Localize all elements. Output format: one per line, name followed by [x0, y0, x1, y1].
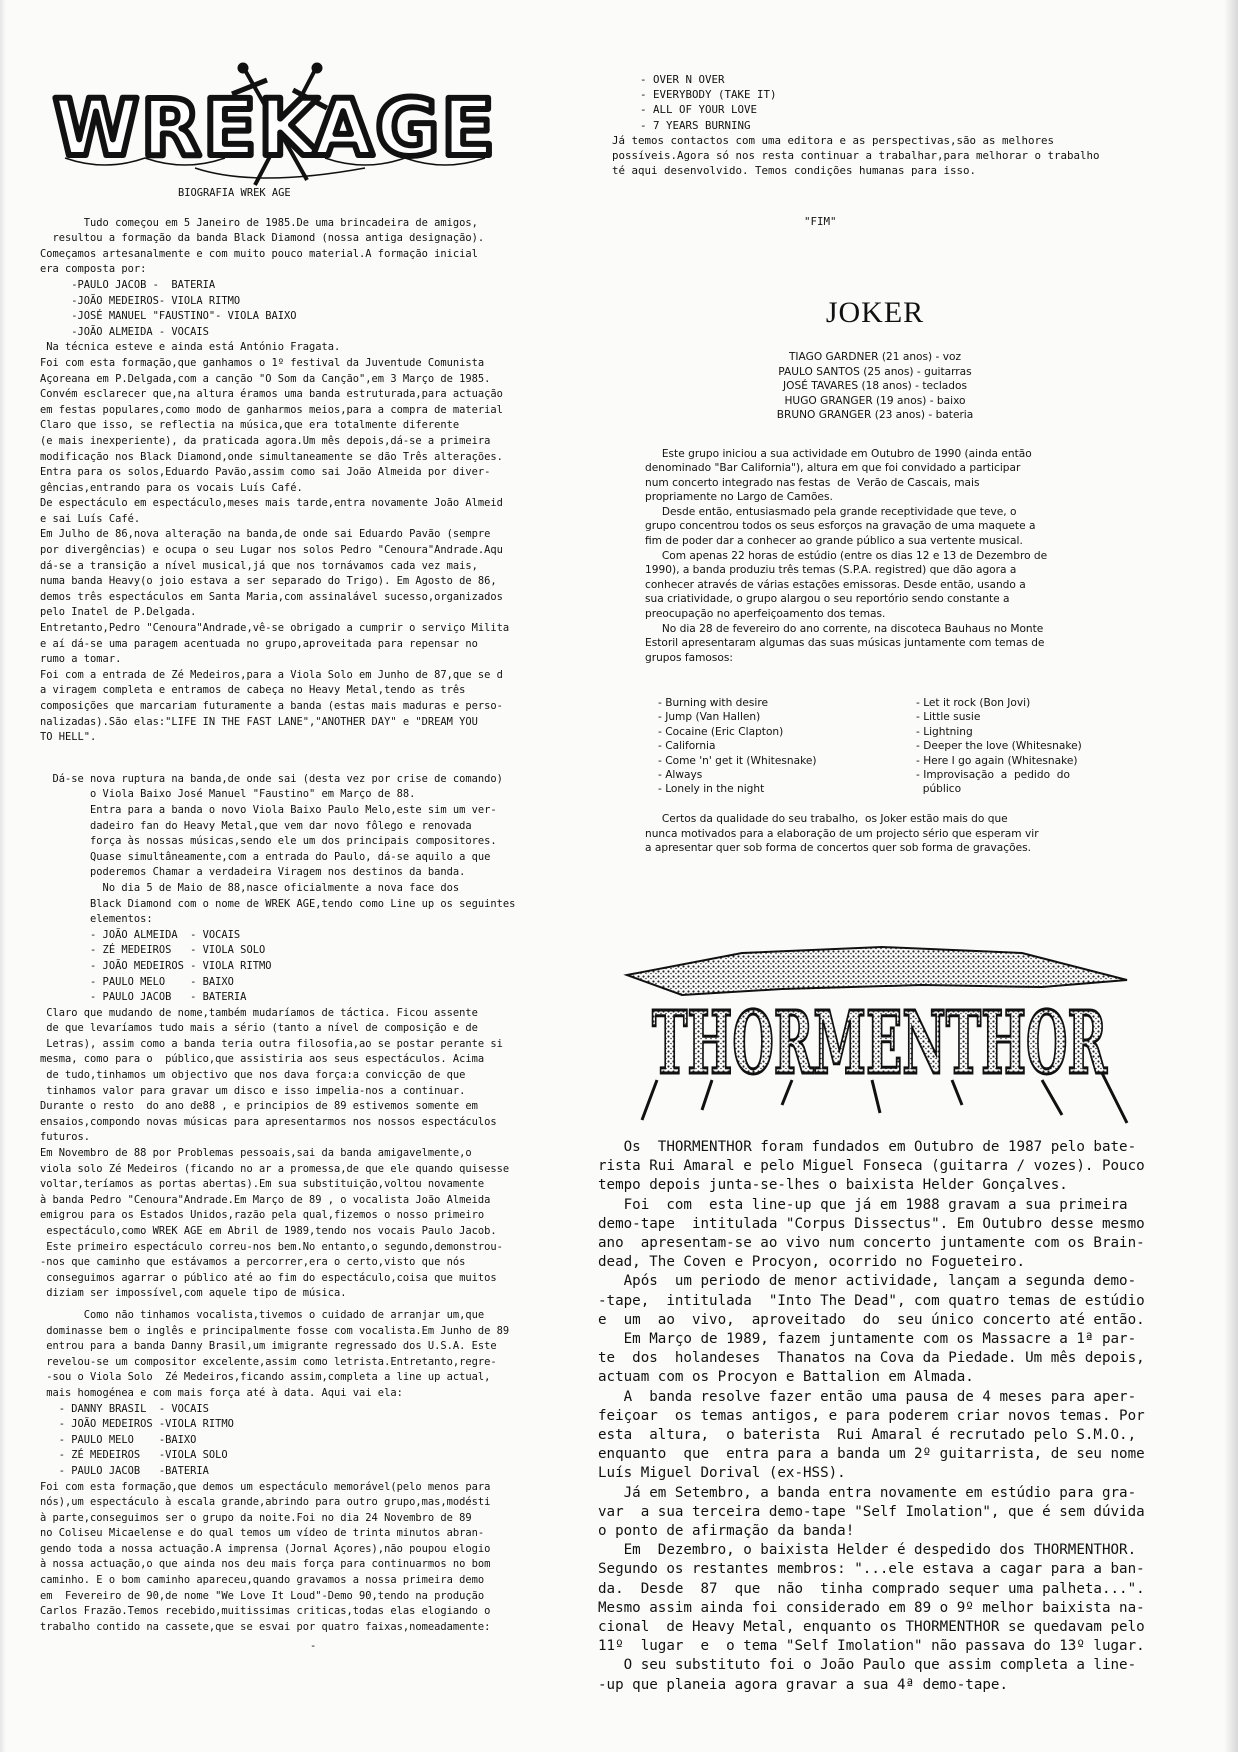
- page-mark: -: [310, 1640, 317, 1653]
- joker-songs-right: - Let it rock (Bon Jovi) - Little susie - Lightning - Deeper the love (Whitesnake) - Here I go again (Whitesnake) - Improvisação a pedido do público: [916, 697, 1082, 796]
- joker-title: JOKER: [825, 296, 925, 329]
- wrek-age-closing: Já temos contactos com uma editora e as perspectivas,são as melhores possíveis.Agora só nos resta continuar a trabalhar,para melhorar o trabalho té aqui desenvolvido. Temos condições humanas para isso.: [612, 133, 1100, 178]
- joker-section: [645, 296, 1115, 665]
- logo-text-left: WREK: [53, 84, 321, 174]
- right-column-top: [612, 72, 1212, 230]
- scan-edge-right: [1224, 0, 1238, 1752]
- wrek-age-biography-part3: Como não tinhamos vocalista,tivemos o cuidado de arranjar um,que dominasse bem o inglês e principalmente fosse com vocalista.Em Junho de 89 entrou para a banda Danny Brasil,um imigrante regressado dos U.S.A. Este revelou-se um compositor excelente,assim como letrista.Entretanto,regre- -sou o Viola Solo Zé Medeiros,ficando assim,completa a line up actual, mais homogénea e com mais força até à data. Aqui vai ela: - DANNY BRASIL - VOCAIS - JOÃO MEDEIROS -VIOLA RITMO - PAULO MELO -BAIXO - ZÉ MEDEIROS -VIOLA SOLO - PAULO JACOB -BATERIA Foi com esta formação,que demos um espectáculo memorável(pelo menos para nós),um espectáculo à escala grande,abrindo para outro grupo,mas,modésti à parte,conseguimos ser o grupo da noite.Foi no dia 24 Novembro de 89 no Coliseu Micaelense e do qual temos um vídeo de trinta minutos abran- gendo toda a nossa actuação.A imprensa (Jornal Açores),não poupou elogio à nossa actuação,o que ainda nos deu mais força para continuarmos no bom caminho. E o bom caminho apareceu,quando gravamos a nossa primeira demo em Fevereiro de 90,de nome "We Love It Loud"-Demo 90,tendo na produção Carlos Frazão.Temos recebido,muitissimas criticas,todas elas elogiando o trabalho contido na cassete,que se esvai por quatro faixas,nomeadamente:: [40, 1308, 510, 1633]
- wrek-age-biography-part1: Tudo começou em 5 Janeiro de 1985.De uma brincadeira de amigos, resultou a formação da banda Black Diamond (nossa antiga designação). Começamos artesanalmente e com muito pouco material.A formação inicial era composta por: -PAULO JACOB - BATERIA -JOÃO MEDEIROS- VIOLA RITMO -JOSÉ MANUEL "FAUSTINO"- VIOLA BAIXO -JOÃO ALMEIDA - VOCAIS Na técnica esteve e ainda está António Fragata. Foi com esta formação,que ganhamos o 1º festival da Juventude Comunista Açoreana em P.Delgada,com a canção "O Som da Canção",em 3 Março de 1985. Convém esclarecer que,na altura éramos uma banda estruturada,para actuação em festas populares,como modo de ganharmos meios,para a compra de material Claro que isso, se reflectia na música,que era totalmente diferente (e mais inexperiente), da praticada agora.Um mês depois,dá-se a primeira modificação nos Black Diamond,onde simultaneamente se dão Três alterações. Entra para os solos,Eduardo Pavão,assim como sai João Almeida por diver- gências,entrando para os vocais Luís Café. De espectáculo em espectáculo,meses mais tarde,entra novamente João Almeid e sai Luís Café. Em Julho de 86,nova alteração na banda,de onde sai Eduardo Pavão (sempre por divergências) e ocupa o seu Lugar nos solos Pedro "Cenoura"Andrade.Aqu dá-se a transição a nível musical,já que nos tornávamos cada vez mais, numa banda Heavy(o joio estava a ser separado do Trigo). Em Agosto de 86, demos três espectáculos em Santa Maria,com assinalável sucesso,organizados pelo Inatel de P.Delgada. Entretanto,Pedro "Cenoura"Andrade,vê-se obrigado a cumprir o serviço Milita e aí dá-se uma paragem acentuada no grupo,aproveitada para repensar no rumo a tomar. Foi com a entrada de Zé Medeiros,para a Viola Solo em Junho de 87,que se d a viragem completa e entramos de cabeça no Heavy Metal,tendo as três composições que marcariam futuramente a banda (estas mais maduras e perso- nalizadas).São elas:"LIFE IN THE FAST LANE","ANOTHER DAY" e "DREAM YOU TO HELL".: [40, 216, 510, 744]
- wrek-age-biography-part2: Dá-se nova ruptura na banda,de onde sai (desta vez por crise de comando) o Viola Baixo José Manuel "Faustino" em Março de 88. Entra para a banda o novo Viola Baixo Paulo Melo,este sim um ver- dadeiro fan do Heavy Metal,que vem dar novo fôlego e renovada força às nossas músicas,sendo ele um dos principais compositores. Quase simultâneamente,com a entrada do Paulo, dá-se aquilo a que poderemos Chamar a verdadeira Viragem nos destinos da banda. No dia 5 de Maio de 88,nasce oficialmente a nova face dos Black Diamond com o nome de WREK AGE,tendo como Line up os seguintes elementos: - JOÃO ALMEIDA - VOCAIS - ZÉ MEDEIROS - VIOLA SOLO - JOÃO MEDEIROS - VIOLA RITMO - PAULO MELO - BAIXO - PAULO JACOB - BATERIA Claro que mudando de nome,também mudaríamos de táctica. Ficou assente de que levaríamos tudo mais a sério (tanto a nível de composição e de Letras), assim como a banda teria outra filosofia,ao se postar perante si mesma, como para o público,que assistiria aos seus espectáculos. Acima de tudo,tinhamos um objectivo que nos dava força:a convicção de que tinhamos valor para gravar um disco e isso impelia-nos a continuar. Durante o resto do ano de88 , e principios de 89 estivemos somente em ensaios,compondo novas músicas para apresentarmos nos nossos espectáculos futuros. Em Novembro de 88 por Problemas pessoais,sai da banda amigavelmente,o viola solo Zé Medeiros (ficando no ar a promessa,de que ele quando quisesse voltar,teríamos as portas abertas).Em sua substituição,voltou novamente à banda Pedro "Cenoura"Andrade.Em Março de 89 , o vocalista João Almeida emigrou para os Estados Unidos,razão pela qual,fizemos o nosso primeiro espectáculo,como WREK AGE em Abril de 1989,tendo nos vocais Paulo Jacob. Este primeiro espectáculo correu-nos bem.No entanto,o segundo,demonstrou- -nos que caminho que estávamos a percorrer,era o certo,visto que nós conseguimos agarrar o público até ao fim do espectáculo,coisa que muitos diziam ser impossível,com aquele tipo de música.: [40, 772, 516, 1300]
- thormenthor-logo: [622, 945, 1132, 1125]
- joker-closing-block: [645, 812, 1115, 856]
- logo-text-right: AGE: [313, 84, 497, 174]
- wrek-age-subtitle: BIOGRAFIA WREK AGE: [178, 187, 291, 199]
- wrek-age-track-list: - OVER N OVER - EVERYBODY (TAKE IT) - ALL OF YOUR LOVE - 7 YEARS BURNING: [640, 73, 777, 132]
- joker-body: Este grupo iniciou a sua actividade em Outubro de 1990 (ainda então denominado "Bar California"), altura em que foi convidado a participar num concerto integrado nas festas de Verão de Cascais, mais propriamente no Largo de Camões. Desde então, entusiasmado pela grande receptividade que teve, o grupo concentrou todos os seus esforços na gravação de uma maquete a fim de poder dar a conhecer ao grande público a sua vertente musical. Com apenas 22 horas de estúdio (entre os dias 12 e 13 de Dezembro de 1990), a banda produziu três temas (S.P.A. registred) que dão agora a conhecer através de várias estações emissoras. Desde então, usando a sua criatividade, o grupo alargou o seu reportório sendo constante a preocupação no aperfeiçoamento dos temas. No dia 28 de fevereiro do ano corrente, na discoteca Bauhaus no Monte Estoril apresentaram algumas das suas músicas juntamente com temas de grupos famosos:: [645, 447, 1048, 664]
- wrek-age-lettering: [53, 84, 497, 174]
- thormenthor-section: [598, 1138, 1218, 1695]
- wrek-age-logo: [45, 60, 515, 190]
- scan-edge-left: [0, 0, 6, 1752]
- thormenthor-body: Os THORMENTHOR foram fundados em Outubro de 1987 pelo bate- rista Rui Amaral e pelo Miguel Fonseca (guitarra / vozes). Pouco tempo depois junta-se-lhes o baixista Helder Gonçalves. Foi com esta line-up que já em 1988 gravam a sua primeira demo-tape intitulada "Corpus Dissectus". Em Outubro desse mesmo ano apresentam-se ao vivo num concerto juntamente com os Brain- dead, The Coven e Procyon, ocorrido no Fogueteiro. Após um periodo de menor actividade, lançam a segunda demo- -tape, intitulada "Into The Dead", com quatro temas de estúdio e um ao vivo, aproveitado do seu único concerto até então. Em Março de 1989, fazem juntamente com os Massacre a 1ª par- te dos holandeses Thanatos na Cova da Piedade. Um mês depois, actuam com os Procyon e Battalion em Almada. A banda resolve fazer então uma pausa de 4 meses para aper- feiçoar os temas antigos, e para poderem criar novos temas. Por esta altura, o baterista Rui Amaral é recrutado pelo S.M.O., enquanto que entra para a banda um 2º guitarrista, de seu nome Luís Miguel Dorival (ex-HSS). Já em Setembro, a banda entra novamente em estúdio para gra- var a sua terceira demo-tape "Self Imolation", que é sem dúvida o ponto de afirmação da banda! Em Dezembro, o baixista Helder é despedido dos THORMENTHOR. Segundo os restantes membros: "...ele estava a cagar para a ban- da. Desde 87 que não tinha comprado sequer uma palheta...". Mesmo assim ainda foi considerado em 89 o 9º melhor baixista na- cional de Heavy Metal, enquanto os THORMENTHOR se quedavam pelo 11º lugar e o tema "Self Imolation" não passava do 13º lugar. O seu substituto foi o João Paulo que assim completa a line- -up que planeia agora gravar a sua 4ª demo-tape.: [598, 1139, 1145, 1693]
- joker-closing: Certos da qualidade do seu trabalho, os Joker estão mais do que nunca motivados para a elaboração de um projecto sério que esperam vir a apresentar quer sob forma de concertos quer sob forma de gravações.: [645, 813, 1039, 855]
- fim-mark: "FIM": [804, 215, 837, 229]
- joker-lineup: TIAGO GARDNER (21 anos) - voz PAULO SANTOS (25 anos) - guitarras JOSÉ TAVARES (18 anos) - teclados HUGO GRANGER (19 anos) - baixo BRUNO GRANGER (23 anos) - bateria: [776, 351, 974, 421]
- thormenthor-logo-text: THORMENTHOR: [652, 993, 1108, 1094]
- joker-songs-left: - Burning with desire - Jump (Van Hallen) - Cocaine (Eric Clapton) - California - Come 'n' get it (Whitesnake) - Always - Lonely in the night: [658, 697, 817, 796]
- left-column: [40, 186, 550, 1655]
